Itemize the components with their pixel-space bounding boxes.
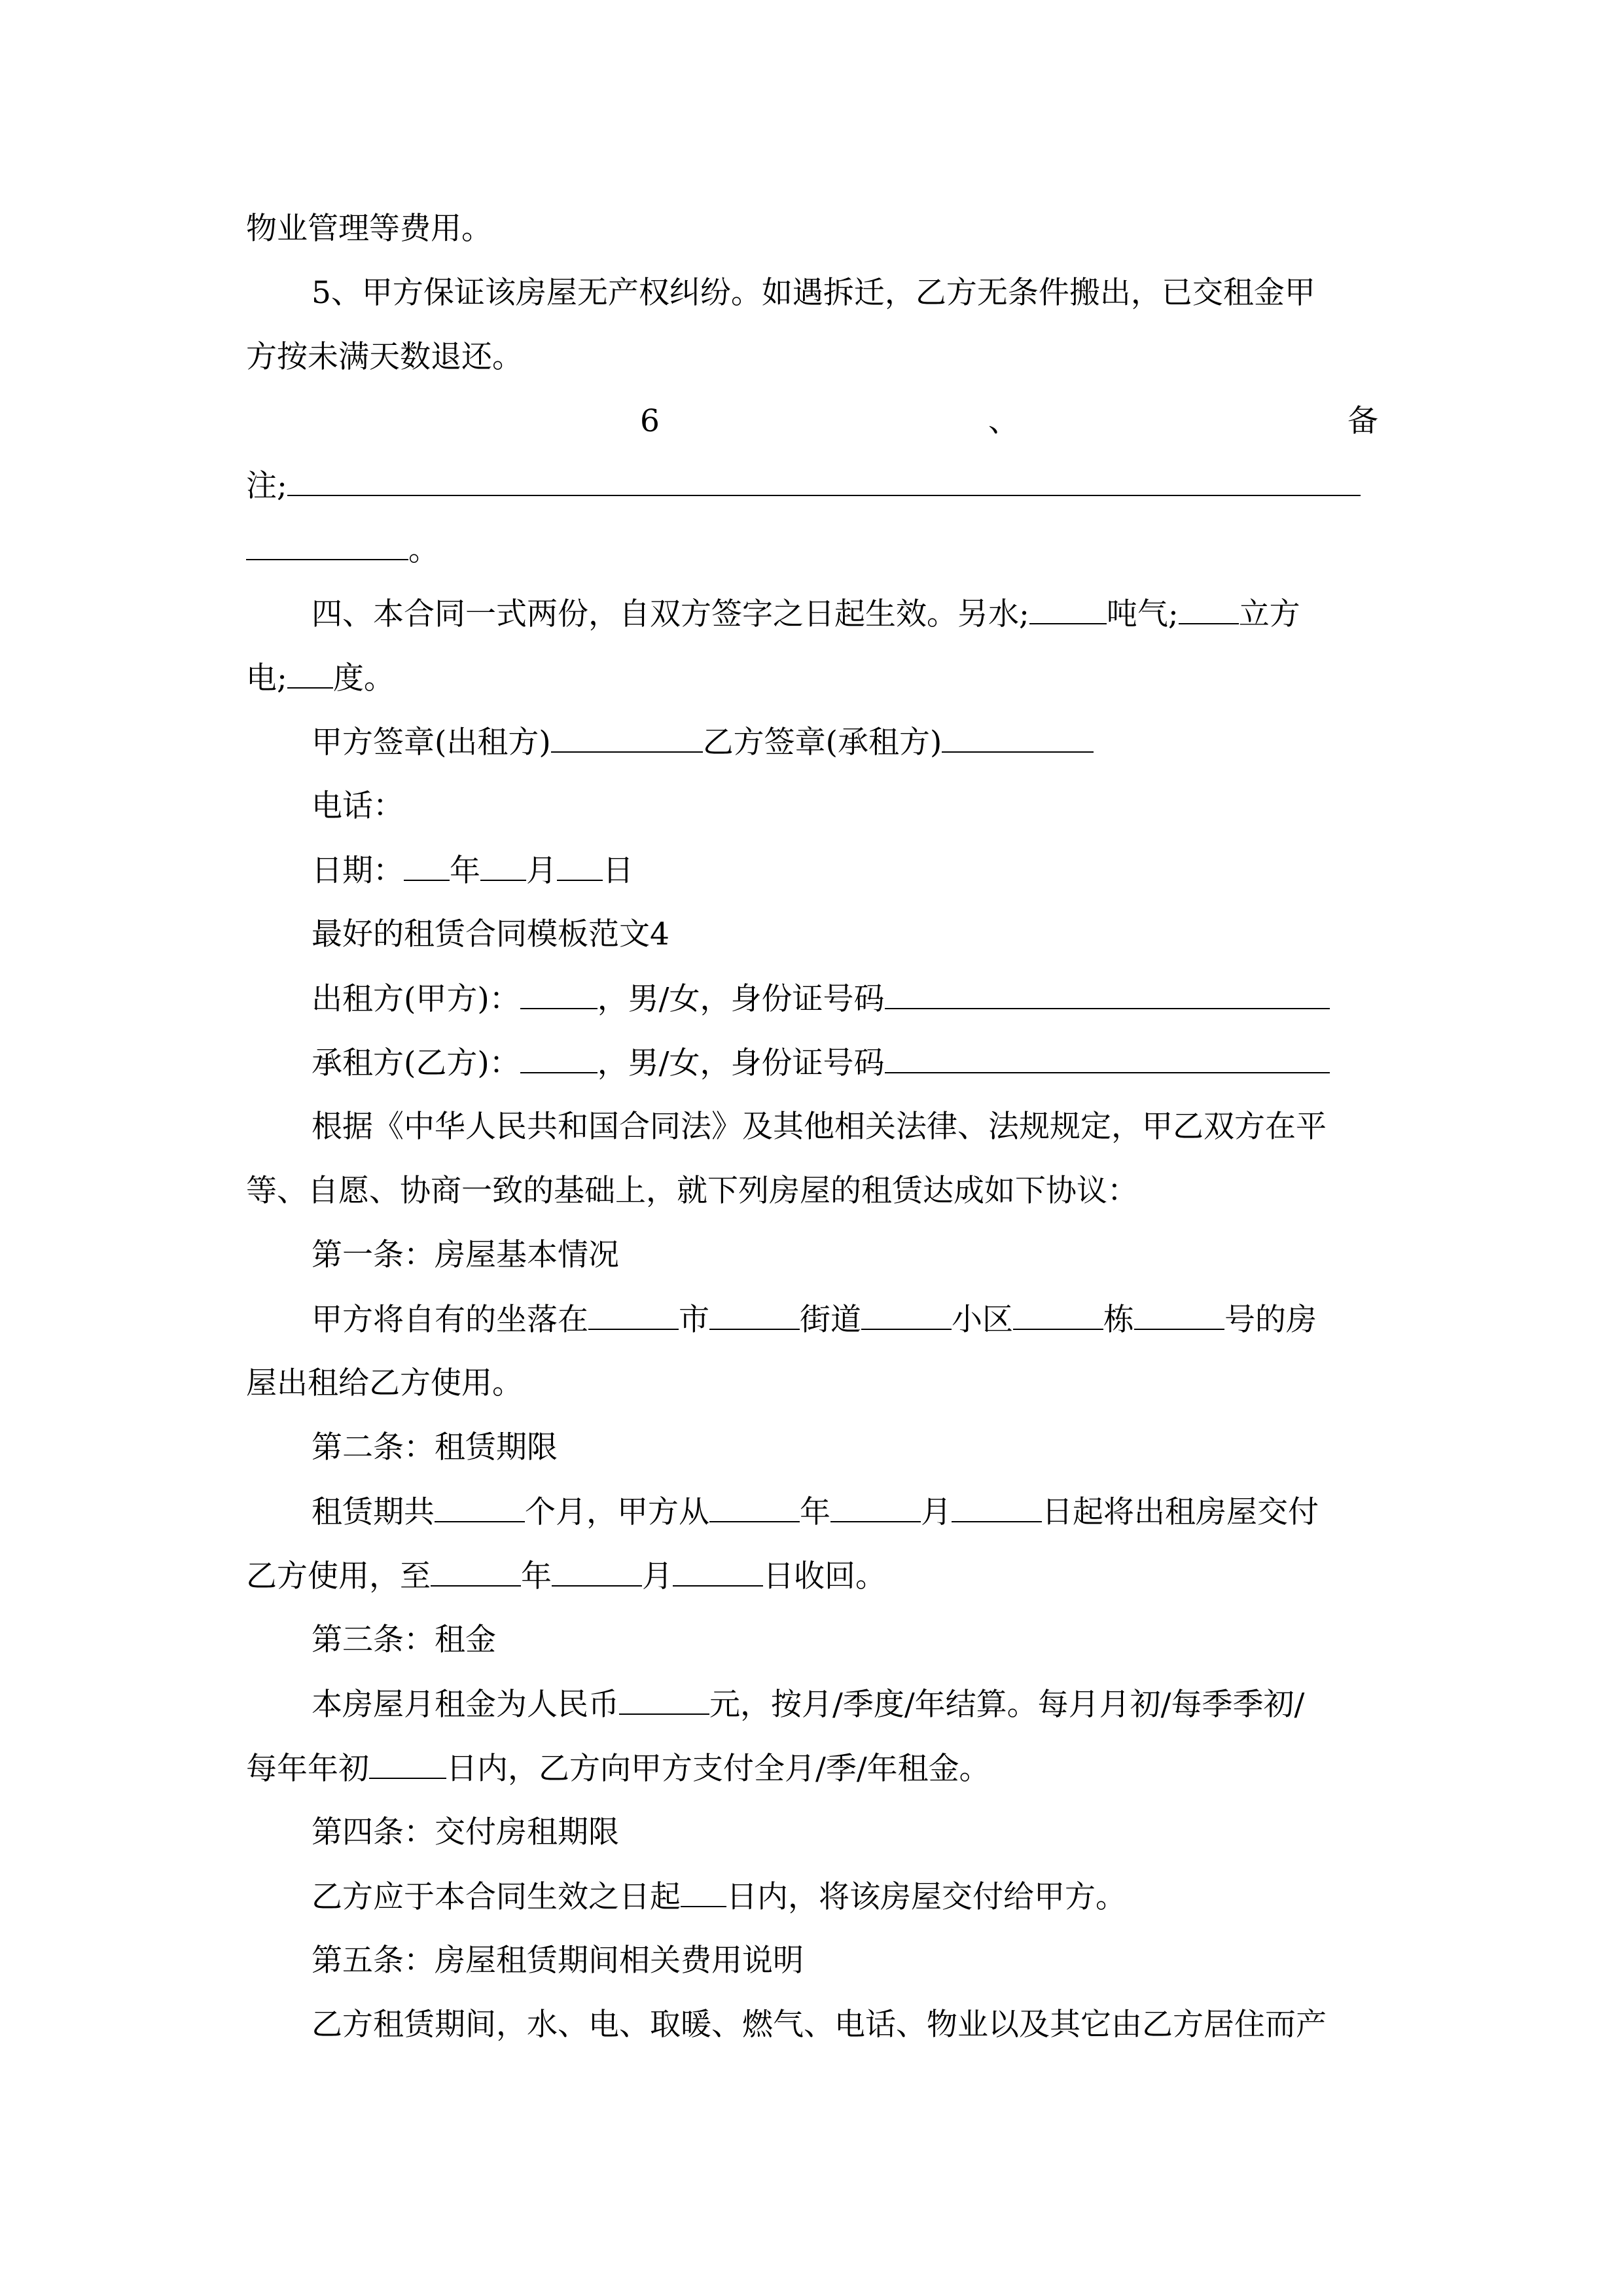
blank-line (1013, 1300, 1103, 1330)
paragraph-line: 。 (246, 530, 1378, 569)
blank-line (681, 1877, 726, 1907)
paragraph-line: 注; (246, 466, 1378, 505)
paragraph-line: 租赁期共 个月，甲方从 年 月 日起将出租房屋交付 (312, 1492, 1378, 1532)
blank-line (287, 658, 333, 689)
paragraph-line: 承租方(乙方)： ，男/女，身份证号码 (312, 1043, 1378, 1083)
paragraph-line: 每年年初 日内，乙方向甲方支付全月/季/年租金。 (246, 1749, 1378, 1788)
section-title: 最好的租赁合同模板范文4 (312, 916, 669, 952)
paragraph-line: 电话： (312, 788, 404, 824)
blank-line (942, 723, 1094, 753)
paragraph-line: 甲方将自有的坐落在 市 街道 小区 栋 号的房 (312, 1300, 1378, 1339)
blank-line (246, 530, 408, 560)
blank-line (673, 1556, 763, 1587)
blank-line (709, 1300, 800, 1330)
paragraph-line: 本房屋月租金为人民币 元，按月/季度/年结算。每月月初/每季季初/ (312, 1685, 1378, 1724)
blank-line (369, 1749, 446, 1779)
blank-line (830, 1492, 921, 1522)
paragraph-line: 乙方租赁期间，水、电、取暖、燃气、电话、物业以及其它由乙方居住而产 (312, 2007, 1327, 2043)
paragraph-line: 乙方应于本合同生效之日起 日内，将该房屋交付给甲方。 (312, 1877, 1378, 1916)
blank-line (1134, 1300, 1224, 1330)
blank-line (1179, 594, 1239, 624)
article-heading: 第一条：房屋基本情况 (312, 1237, 619, 1273)
blank-line (557, 851, 603, 881)
paragraph-line: 5、甲方保证该房屋无产权纠纷。如遇拆迁，乙方无条件搬出，已交租金甲 (312, 275, 1315, 311)
paragraph-line: 6 、 备 (640, 403, 1378, 439)
blank-line (480, 851, 526, 881)
blank-line (435, 1492, 525, 1522)
date-line: 日期： 年 月 日 (312, 851, 1378, 890)
blank-line (551, 723, 703, 753)
article-heading: 第五条：房屋租赁期间相关费用说明 (312, 1943, 804, 1979)
paragraph-line: 方按未满天数退还。 (246, 339, 523, 375)
blank-line (619, 1685, 709, 1715)
article-heading: 第四条：交付房租期限 (312, 1814, 619, 1850)
blank-line (520, 1043, 597, 1073)
paragraph-line: 乙方使用，至 年 月 日收回。 (246, 1556, 1378, 1596)
blank-line (1029, 594, 1107, 624)
blank-line (885, 1043, 1330, 1073)
blank-line (952, 1492, 1042, 1522)
paragraph-line: 等、自愿、协商一致的基础上，就下列房屋的租赁达成如下协议： (246, 1173, 1138, 1209)
blank-line (709, 1492, 800, 1522)
blank-line (588, 1300, 679, 1330)
paragraph-line: 四、本合同一式两份，自双方签字之日起生效。另水; 吨气; 立方 (312, 594, 1378, 634)
paragraph-line: 屋出租给乙方使用。 (246, 1365, 523, 1401)
article-heading: 第三条：租金 (312, 1622, 496, 1658)
blank-line (287, 466, 1361, 496)
blank-line (885, 979, 1330, 1009)
signature-line: 甲方签章(出租方) 乙方签章(承租方) (312, 723, 1378, 762)
paragraph-line: 电; 度。 (246, 658, 1378, 698)
blank-line (861, 1300, 952, 1330)
blank-line (431, 1556, 521, 1587)
blank-line (404, 851, 450, 881)
article-heading: 第二条：租赁期限 (312, 1429, 558, 1465)
paragraph-line: 物业管理等费用。 (246, 211, 492, 247)
blank-line (520, 979, 597, 1009)
blank-line (552, 1556, 642, 1587)
paragraph-line: 出租方(甲方)： ，男/女，身份证号码 (312, 979, 1378, 1018)
paragraph-line: 根据《中华人民共和国合同法》及其他相关法律、法规规定，甲乙双方在平 (312, 1109, 1327, 1145)
